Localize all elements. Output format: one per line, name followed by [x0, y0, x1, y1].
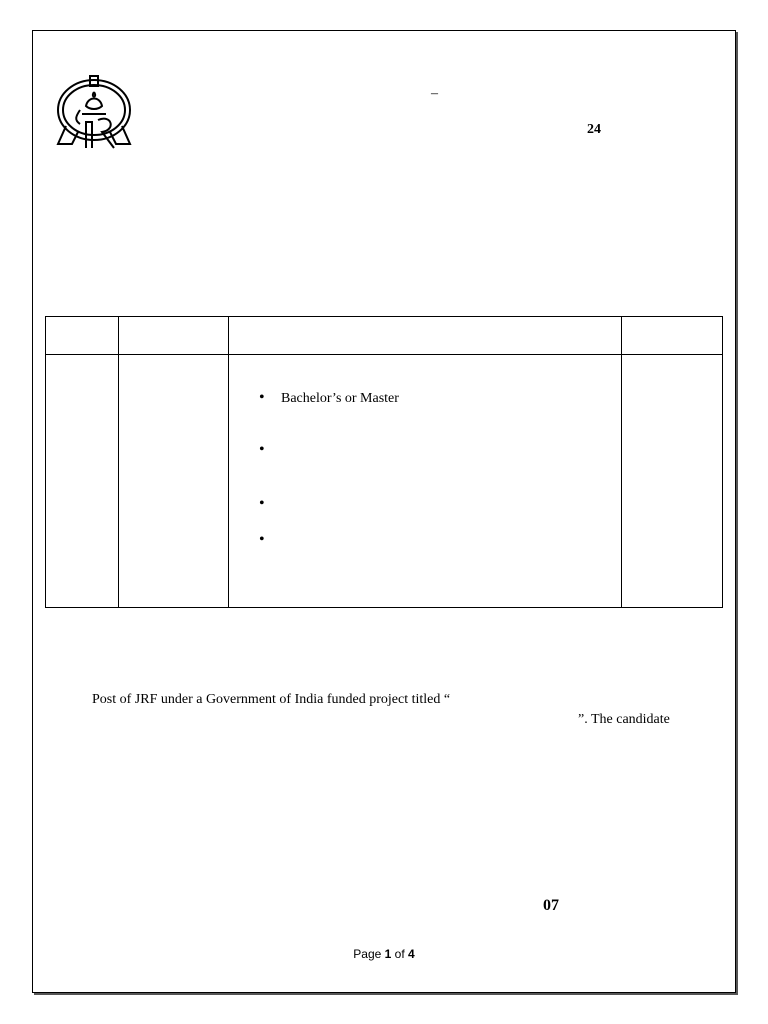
- paragraph-line: Post of JRF under a Government of India funded project titled “: [92, 692, 451, 707]
- table-cell: [119, 355, 229, 608]
- bullet-icon: •: [259, 441, 265, 458]
- table-cell: [46, 355, 119, 608]
- bullet-icon: •: [259, 495, 265, 512]
- table-cell: [622, 355, 723, 608]
- footer-total-pages: 4: [408, 947, 415, 961]
- header-cell: [119, 317, 229, 355]
- bullet-icon: •: [259, 531, 265, 548]
- body-number: 07: [543, 897, 559, 914]
- qualification-text: Bachelor’s or Master: [281, 391, 399, 406]
- header-cell: [622, 317, 723, 355]
- paragraph-line: ”. The candidate: [578, 712, 670, 727]
- footer-page-word: Page: [353, 947, 382, 961]
- qualifications-list: [229, 355, 621, 607]
- footer-current-page: 1: [384, 947, 392, 961]
- page-footer: [0, 947, 768, 961]
- list-item: [259, 495, 281, 513]
- header-number: 24: [587, 122, 601, 137]
- posts-table: [45, 316, 723, 608]
- header-cell: [229, 317, 622, 355]
- header-dash: –: [431, 86, 438, 101]
- header-cell: [46, 317, 119, 355]
- list-item: [259, 441, 281, 459]
- institute-seal-icon: [52, 70, 136, 152]
- table-row: [46, 355, 723, 608]
- footer-of-word: of: [394, 947, 405, 961]
- list-item: [259, 389, 399, 407]
- list-item: [259, 531, 281, 549]
- table-header-row: [46, 317, 723, 355]
- bullet-icon: •: [259, 389, 265, 406]
- qualifications-cell: [229, 355, 622, 608]
